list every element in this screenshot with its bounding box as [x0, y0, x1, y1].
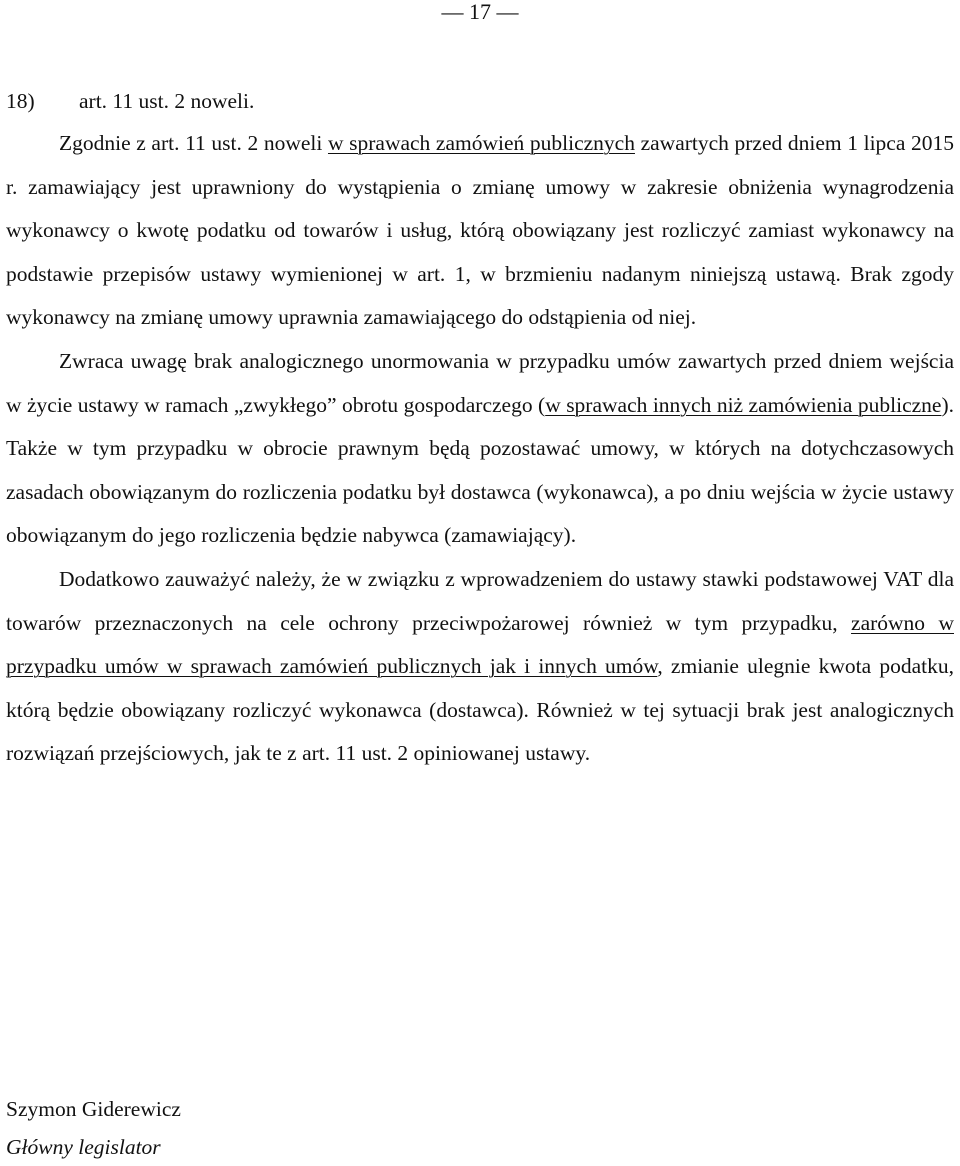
- section-heading: [6, 86, 254, 116]
- body-text: [6, 122, 954, 776]
- page-number: — 17 —: [441, 0, 519, 24]
- paragraph-3-underlined: zarówno w przypadku umów w sprawach zamówień publicznych jak i innych umów: [6, 610, 954, 679]
- signatory-name: Szymon Giderewicz: [6, 1097, 181, 1121]
- paragraph-2: [6, 340, 954, 558]
- paragraph-3-text-a: Dodatkowo zauważyć należy, że w związku z wprowadzeniem do ustawy stawki podstawowej VAT dla towarów przeznaczonych na cele ochrony przeciwpożarowej również w tym przypadku,: [6, 566, 954, 635]
- paragraph-1: [6, 122, 954, 340]
- section-number: 18): [6, 89, 35, 113]
- signature-block: [6, 1090, 181, 1166]
- signatory-role: Główny legislator: [6, 1135, 161, 1159]
- section-title: art. 11 ust. 2 noweli.: [79, 89, 255, 113]
- paragraph-2-underlined: w sprawach innych niż zamówienia publiczne: [545, 392, 942, 417]
- paragraph-1-text-a: Zgodnie z art. 11 ust. 2 noweli: [59, 131, 328, 155]
- paragraph-1-underlined: w sprawach zamówień publicznych: [327, 131, 635, 155]
- paragraph-3: [6, 558, 954, 776]
- paragraph-2-text-c: ). Także w tym przypadku w obrocie prawnym będą pozostawać umowy, w których na dotychczasowych zasadach obowiązanym do rozliczenia podatku był dostawca (wykonawca), a po dniu wejścia w życie ustawy obowiązanym do jego rozliczenia będzie nabywca (zamawiający).: [6, 392, 954, 548]
- paragraph-3-text-c: , zmianie ulegnie kwota podatku, którą będzie obowiązany rozliczyć wykonawca (dostawca). Również w tej sytuacji brak jest analogicznych rozwiązań przejściowych, jak te z art. 11 ust. 2 opiniowanej ustawy.: [6, 654, 954, 766]
- paragraph-1-text-c: zawartych przed dniem 1 lipca 2015 r. zamawiający jest uprawniony do wystąpienia o zmianę umowy w zakresie obniżenia wynagrodzenia wykonawcy o kwotę podatku od towarów i usług, którą obowiązany jest rozliczyć zamiast wykonawcy na podstawie przepisów ustawy wymienionej w art. 1, w brzmieniu nadanym niniejszą ustawą. Brak zgody wykonawcy na zmianę umowy uprawnia zamawiającego do odstąpienia od niej.: [6, 131, 954, 330]
- paragraph-2-text-a: Zwraca uwagę brak analogicznego unormowania w przypadku umów zawartych przed dniem wejścia w życie ustawy w ramach „zwykłego” obrotu gospodarczego (: [6, 348, 954, 417]
